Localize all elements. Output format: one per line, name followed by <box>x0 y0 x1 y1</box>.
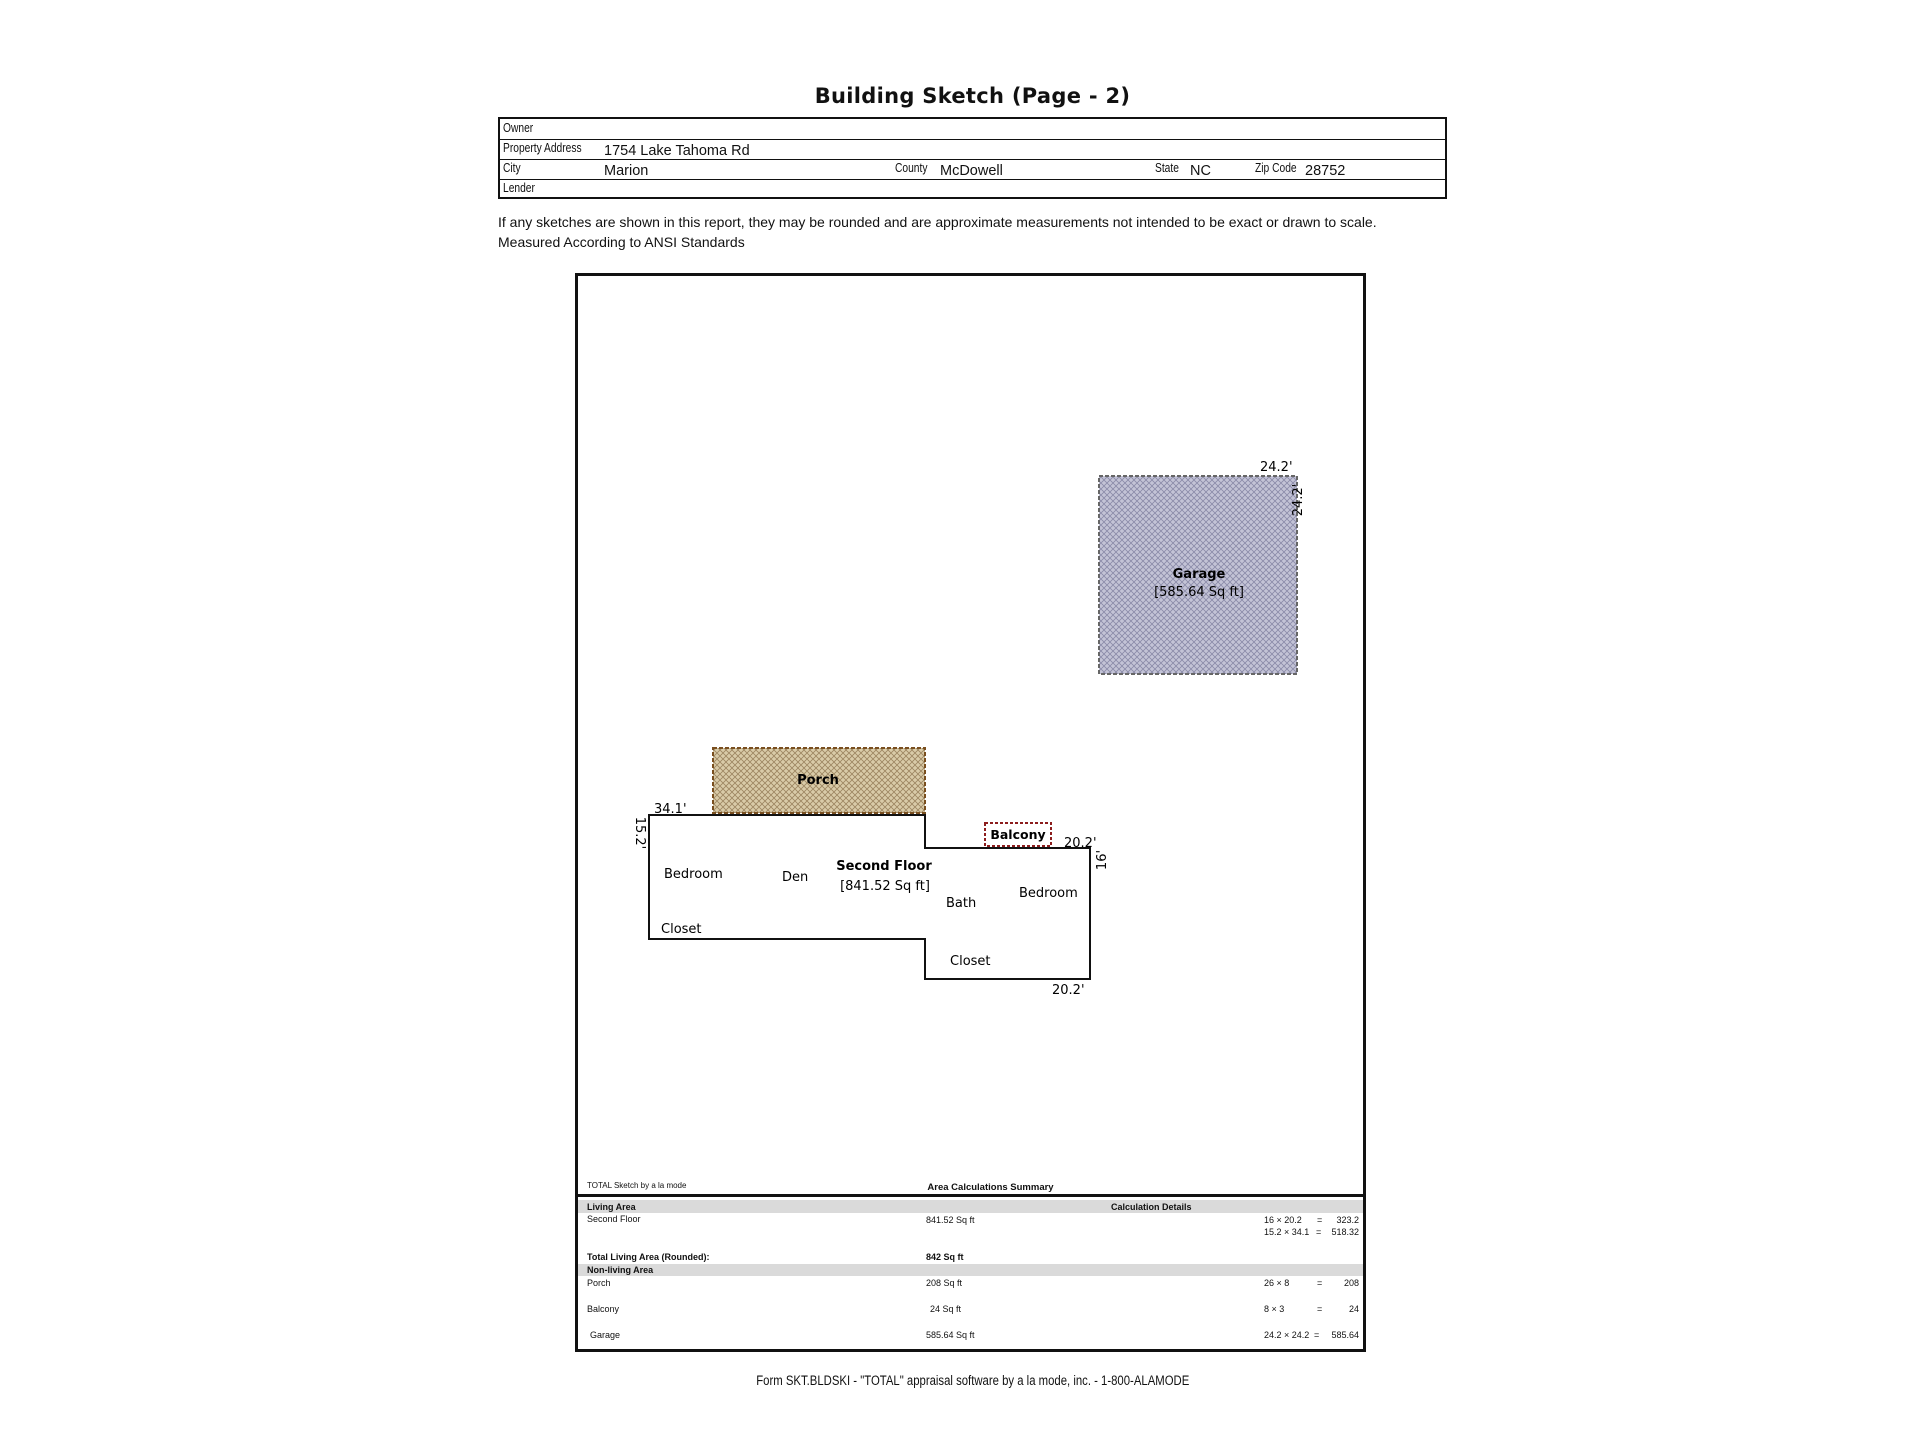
owner-label: Owner <box>503 121 534 135</box>
row-second-floor-res1: 323.2 <box>1336 1215 1359 1225</box>
row-second-floor-name: Second Floor <box>587 1214 641 1224</box>
area-summary-title: Area Calculations Summary <box>927 1182 1054 1193</box>
row-garage-name: Garage <box>590 1330 621 1340</box>
row-second-floor-calc1: 16 × 20.2 <box>1264 1215 1302 1225</box>
city-label: City <box>503 161 521 175</box>
summary-top-rule <box>578 1194 1363 1197</box>
nonliving-area-header: Non-living Area <box>587 1265 654 1275</box>
area-calculations-summary <box>578 1194 1363 1349</box>
room-den: Den <box>782 870 809 885</box>
second-floor-area: [841.52 Sq ft] <box>840 879 930 894</box>
row-garage-eq: = <box>1314 1330 1320 1340</box>
row-balcony-eq: = <box>1317 1304 1323 1314</box>
calc-details-header: Calculation Details <box>1111 1202 1192 1212</box>
address-value: 1754 Lake Tahoma Rd <box>604 143 750 159</box>
garage-label: Garage <box>1172 567 1226 582</box>
row-balcony-calc: 8 × 3 <box>1264 1304 1285 1314</box>
row-garage-res: 585.64 <box>1331 1330 1359 1340</box>
sketch-credit: TOTAL Sketch by a la mode <box>587 1181 687 1190</box>
room-bedroom-left: Bedroom <box>664 867 723 882</box>
row-garage-area: 585.64 Sq ft <box>926 1330 975 1340</box>
row-second-floor-res2: 518.32 <box>1331 1227 1359 1237</box>
row-garage-calc: 24.2 × 24.2 <box>1264 1330 1310 1340</box>
lender-label: Lender <box>503 181 535 195</box>
row-balcony-name: Balcony <box>587 1304 620 1314</box>
county-label: County <box>895 161 928 175</box>
zip-value: 28752 <box>1305 163 1346 179</box>
dim-bottom-20: 20.2' <box>1052 983 1085 998</box>
dim-left-15: 15.2' <box>632 816 647 850</box>
state-label: State <box>1155 161 1179 175</box>
state-value: NC <box>1190 163 1211 179</box>
row-second-floor-area: 841.52 Sq ft <box>926 1215 975 1225</box>
room-bedroom-right: Bedroom <box>1019 886 1078 901</box>
garage-dim-top: 24.2' <box>1260 460 1293 475</box>
living-area-bar <box>578 1200 1363 1213</box>
disclaimer-line-1: If any sketches are shown in this report, they may be rounded and are approximate measurements not intended to be exact or drawn to scale. <box>498 214 1377 230</box>
row-second-floor-calc2: 15.2 × 34.1 <box>1264 1227 1310 1237</box>
room-closet-right: Closet <box>950 954 991 969</box>
living-area-header: Living Area <box>587 1202 636 1212</box>
garage-dim-right: 24.2' <box>1291 483 1306 517</box>
address-label: Property Address <box>503 141 582 155</box>
row-porch-eq: = <box>1317 1278 1323 1288</box>
room-bath: Bath <box>946 896 977 911</box>
balcony-label: Balcony <box>990 827 1046 842</box>
dim-right-16: 16' <box>1095 849 1110 871</box>
row-second-floor-eq1: = <box>1317 1215 1323 1225</box>
dim-top-34: 34.1' <box>654 802 687 817</box>
row-second-floor-eq2: = <box>1316 1227 1322 1237</box>
second-floor-label: Second Floor <box>836 859 932 874</box>
county-value: McDowell <box>940 163 1003 179</box>
form-footer-text: Form SKT.BLDSKI - "TOTAL" appraisal software by a la mode, inc. - 1-800-ALAMODE <box>755 1373 1190 1388</box>
row-porch-name: Porch <box>587 1278 611 1288</box>
nonliving-area-bar <box>578 1264 1363 1276</box>
dim-step-20: 20.2' <box>1064 836 1097 851</box>
row-balcony-res: 24 <box>1348 1304 1359 1314</box>
disclaimer-line-2: Measured According to ANSI Standards <box>498 234 745 250</box>
form-footer <box>500 1373 1445 1388</box>
porch-label: Porch <box>797 773 839 788</box>
row-porch-area: 208 Sq ft <box>926 1278 963 1288</box>
row-porch-res: 208 <box>1343 1278 1359 1288</box>
row-balcony-area: 24 Sq ft <box>930 1304 962 1314</box>
page-title: Building Sketch (Page - 2) <box>814 84 1131 108</box>
total-living-value: 842 Sq ft <box>926 1252 964 1262</box>
room-closet-left: Closet <box>661 922 702 937</box>
city-value: Marion <box>604 163 649 179</box>
row-porch-calc: 26 × 8 <box>1264 1278 1290 1288</box>
zip-label: Zip Code <box>1255 161 1297 175</box>
garage-area-text: [585.64 Sq ft] <box>1154 585 1244 600</box>
total-living-label: Total Living Area (Rounded): <box>587 1252 710 1262</box>
